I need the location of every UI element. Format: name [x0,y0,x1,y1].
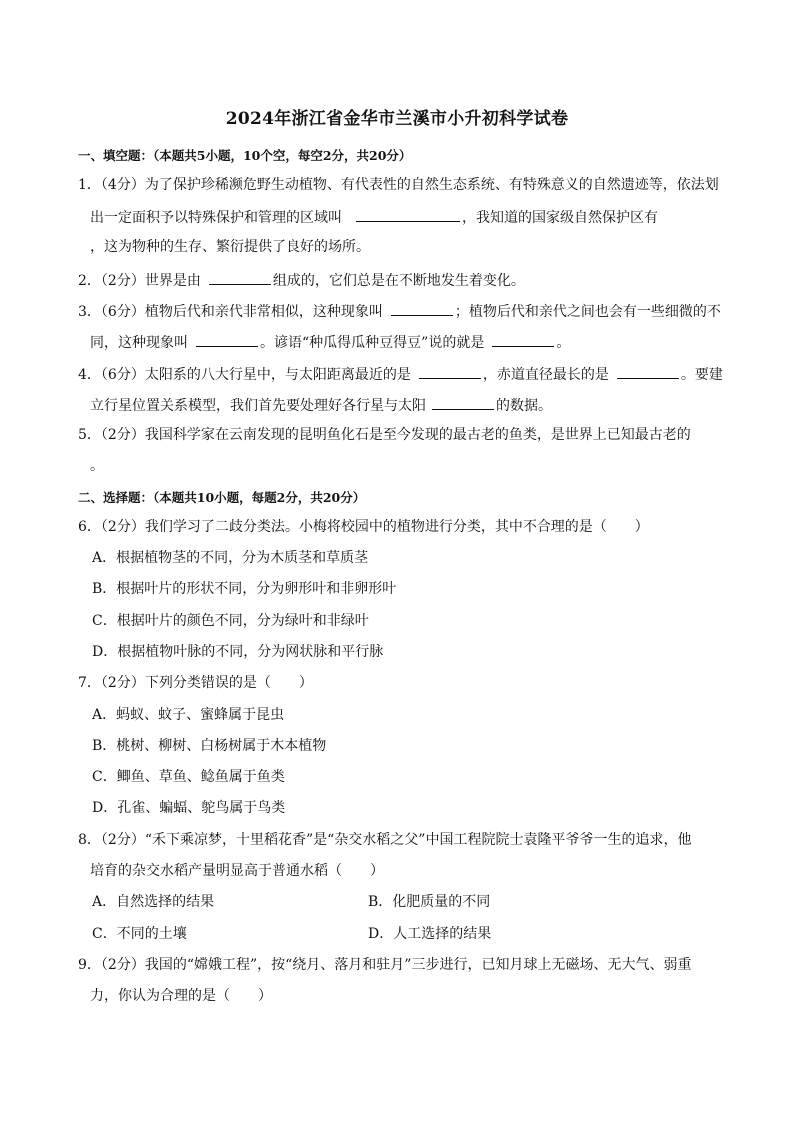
q1-line-1: 1．（4分）为了保护珍稀濒危野生动植物、有代表性的自然生态系统、有特殊意义的自然遗迹等，依法划 [78,177,719,193]
q8-option-d[interactable]: D．人工选择的结果 [368,926,492,942]
q5-line-2: 。 [90,458,104,474]
q3-text-e: 。 [556,335,571,351]
q2-line [78,270,525,290]
q4-blank-3[interactable] [432,395,494,410]
q3-blank-2[interactable] [196,332,258,347]
q2-blank[interactable] [209,270,271,285]
q2-text-a: 2．（2分）世界是由 [78,273,201,289]
q8-line-1: 8．（2分）“禾下乘凉梦，十里稻花香”是“杂交水稻之父”中国工程院院士袁隆平爷爷一生的追求，他 [78,832,692,848]
q7-option-b[interactable]: B．桃树、柳树、白杨树属于木本植物 [92,738,327,754]
q3-text-b: ；植物后代和亲代之间也会有一些细微的不 [454,304,721,320]
q1-line-3: ，这为物种的生存、繁衍提供了良好的场所。 [90,239,370,255]
q1-text-a: 出一定面积予以特殊保护和管理的区域叫 [90,210,342,226]
q1-blank-1[interactable] [356,207,460,222]
q5-line-1: 5．（2分）我国科学家在云南发现的昆明鱼化石是至今发现的最古老的鱼类，是世界上已知最古老的 [78,427,691,443]
q4-blank-1[interactable] [419,364,481,379]
page-title: 2024年浙江省金华市兰溪市小升初科学试卷 [225,109,569,129]
q3-line-2 [90,332,570,352]
q1-line-2 [90,207,658,227]
q7-stem: 7．（2分）下列分类错误的是（ ） [78,675,313,691]
q4-text-a: 4．（6分）太阳系的八大行星中，与太阳距离最近的是 [78,367,411,383]
q6-option-d[interactable]: D．根据植物叶脉的不同，分为网状脉和平行脉 [92,644,384,660]
q8-option-b[interactable]: B．化肥质量的不同 [368,894,491,910]
q9-line-2: 力，你认为合理的是（ ） [90,988,272,1004]
q3-blank-3[interactable] [492,332,554,347]
q4-text-d: 立行星位置关系模型，我们首先要处理好各行星与太阳 [90,398,426,414]
q6-stem: 6．（2分）我们学习了二歧分类法。小梅将校园中的植物进行分类，其中不合理的是（ ） [78,519,649,535]
q7-option-a[interactable]: A．蚂蚁、蚊子、蜜蜂属于昆虫 [92,707,285,723]
q4-blank-2[interactable] [617,364,679,379]
q3-text-d: 。谚语“种瓜得瓜种豆得豆”说的就是 [260,335,485,351]
section-choice-heading: 二、选择题：（本题共10小题，每题2分，共20分） [78,490,366,505]
q3-line-1 [78,301,721,321]
q7-option-d[interactable]: D．孔雀、蝙蝠、鸵鸟属于鸟类 [92,800,286,816]
q4-line-2 [90,395,552,415]
q2-text-b: 组成的，它们总是在不断地发生着变化。 [272,273,525,289]
q3-blank-1[interactable] [391,301,453,316]
q6-option-c[interactable]: C．根据叶片的颜色不同，分为绿叶和非绿叶 [92,613,369,629]
q4-text-b: ，赤道直径最长的是 [482,367,609,383]
q8-option-c[interactable]: C．不同的土壤 [92,926,187,942]
q4-text-e: 的数据。 [496,398,552,414]
q7-option-c[interactable]: C．鲫鱼、草鱼、鲶鱼属于鱼类 [92,769,285,785]
q8-option-a[interactable]: A．自然选择的结果 [92,894,215,910]
q1-text-b: ，我知道的国家级自然保护区有 [462,210,658,226]
q4-text-c: 。要建 [680,367,723,383]
q4-line-1 [78,364,723,384]
q9-line-1: 9．（2分）我国的“嫦娥工程”，按“绕月、落月和驻月”三步进行，已知月球上无磁场、无大气、弱重 [78,957,692,973]
q3-text-c: 同，这种现象叫 [90,335,188,351]
q6-option-b[interactable]: B．根据叶片的形状不同，分为卵形叶和非卵形叶 [92,581,397,597]
q8-line-2: 培育的杂交水稻产量明显高于普通水稻（ ） [90,863,384,879]
q3-text-a: 3．（6分）植物后代和亲代非常相似，这种现象叫 [78,304,383,320]
section-fill-blank-heading: 一、填空题：（本题共5小题，10个空，每空2分，共20分） [78,148,412,163]
q6-option-a[interactable]: A．根据植物茎的不同，分为木质茎和草质茎 [92,550,369,566]
